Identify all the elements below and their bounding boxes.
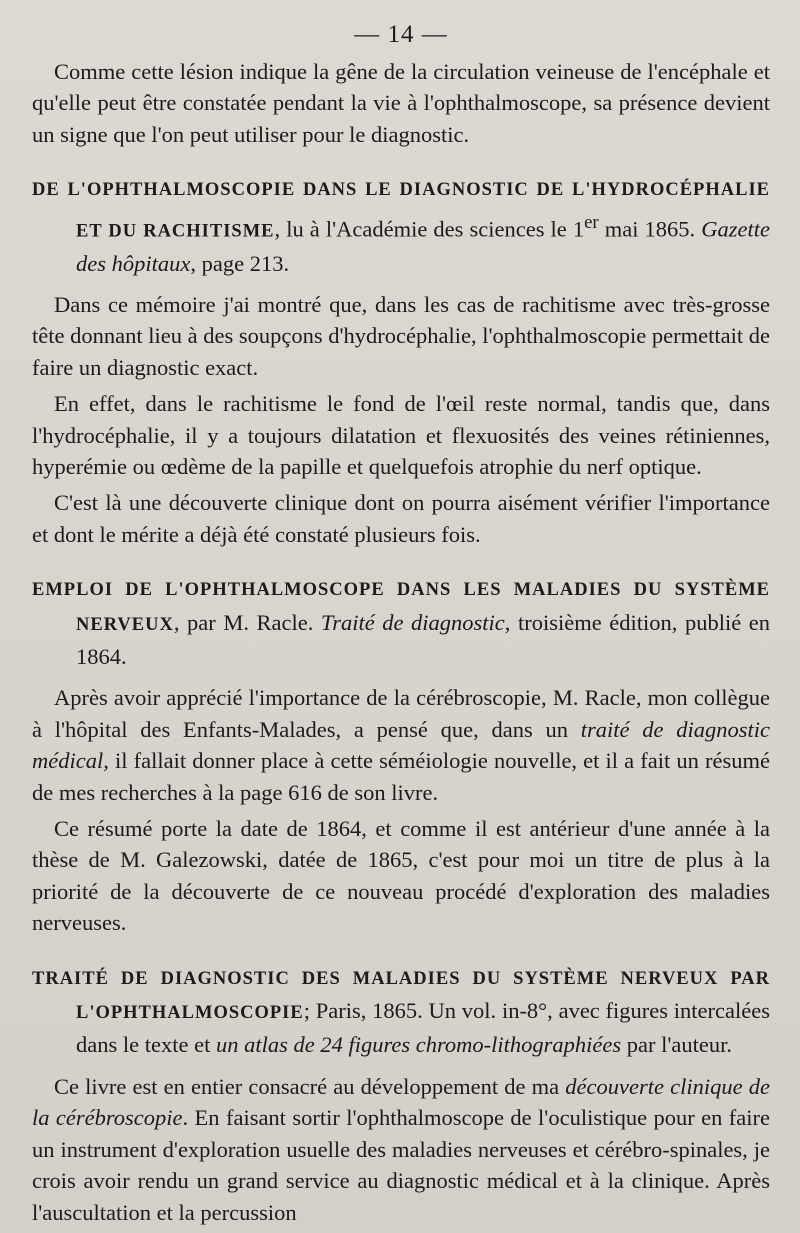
bibliography-entry-racle: EMPLOI DE L'OPHTHALMOSCOPE DANS LES MALADIES DU SYSTÈME NERVEUX, par M. Racle. Traité de diagnostic, troisième édition, publié en 1864. <box>32 580 770 669</box>
paragraph-rachitisme: En effet, dans le rachitisme le fond de l'œil reste normal, tandis que, dans l'hydrocéphalie, il y a toujours dilatation et flexuosités des veines rétiniennes, hyperémie ou œdème de la papille et quelquefois atrophie du nerf optique. <box>32 391 770 479</box>
bibliography-entry-traite: TRAITÉ DE DIAGNOSTIC DES MALADIES DU SYSTÈME NERVEUX PAR L'OPHTHALMOSCOPIE; Paris, 1865. Un vol. in-8°, avec figures intercalées dans le texte et un atlas de 24 figures chromo-lithographiées par l'auteur. <box>32 968 770 1058</box>
paragraph-decouverte: C'est là une découverte clinique dont on pourra aisément vérifier l'importance et dont le mérite a déjà été constaté plusieurs fois. <box>32 490 770 547</box>
paragraph-lesion: Comme cette lésion indique la gêne de la circulation veineuse de l'encéphale et qu'elle peut être constatée pendant la vie à l'ophthalmoscope, sa présence devient un signe que l'on peut utiliser pour le diagnostic. <box>32 59 770 147</box>
paragraph-racle: Après avoir apprécié l'importance de la cérébroscopie, M. Racle, mon collègue à l'hôpital des Enfants-Malades, a pensé que, dans un traité de diagnostic médical, il fallait donner place à cette séméiologie nouvelle, et il a fait un résumé de mes recherches à la page 616 de son livre. <box>32 685 770 805</box>
bibliography-entry-hydrocephalie: DE L'OPHTHALMOSCOPIE DANS LE DIAGNOSTIC DE L'HYDROCÉPHALIE ET DU RACHITISME, lu à l'Académie des sciences le 1er mai 1865. Gazette des hôpitaux, page 213. <box>32 180 770 276</box>
entry-title: EMPLOI DE L'OPHTHALMOSCOPE DANS LES MALADIES DU SYSTÈME NERVEUX <box>32 580 770 635</box>
paragraph-memoire: Dans ce mémoire j'ai montré que, dans les cas de rachitisme avec très-grosse tête donnant lieu à des soupçons d'hydrocéphalie, l'ophthalmoscopie permettait de faire un diagnostic exact. <box>32 291 770 380</box>
page-number: — 14 — <box>354 21 448 48</box>
entry-title: TRAITÉ DE DIAGNOSTIC DES MALADIES DU SYSTÈME NERVEUX PAR L'OPHTHALMOSCOPIE <box>32 968 770 1024</box>
entry-source: Gazette des hôpitaux <box>76 216 770 276</box>
paragraph-resume: Ce résumé porte la date de 1864, et comme il est antérieur d'une année à la thèse de M. Galezowski, datée de 1865, c'est pour moi un titre de plus à la priorité de la découverte de ce nouveau procédé d'exploration des maladies nerveuses. <box>32 816 770 936</box>
entry-source: Traité de diagnostic <box>320 609 505 635</box>
entry-title: DE L'OPHTHALMOSCOPIE DANS LE DIAGNOSTIC DE L'HYDROCÉPHALIE ET DU RACHITISME <box>32 180 770 242</box>
entry-source: un atlas de 24 figures chromo-lithographiées <box>215 1032 622 1058</box>
paragraph-livre: Ce livre est en entier consacré au développement de ma découverte clinique de la cérébroscopie. En faisant sortir l'ophthalmoscope de l'oculistique pour en faire un instrument d'exploration usuelle des maladies nerveuses et cérébro-spinales, je crois avoir rendu un grand service au diagnostic médical et à la clinique. Après l'auscultation et la percussion <box>32 1073 771 1225</box>
